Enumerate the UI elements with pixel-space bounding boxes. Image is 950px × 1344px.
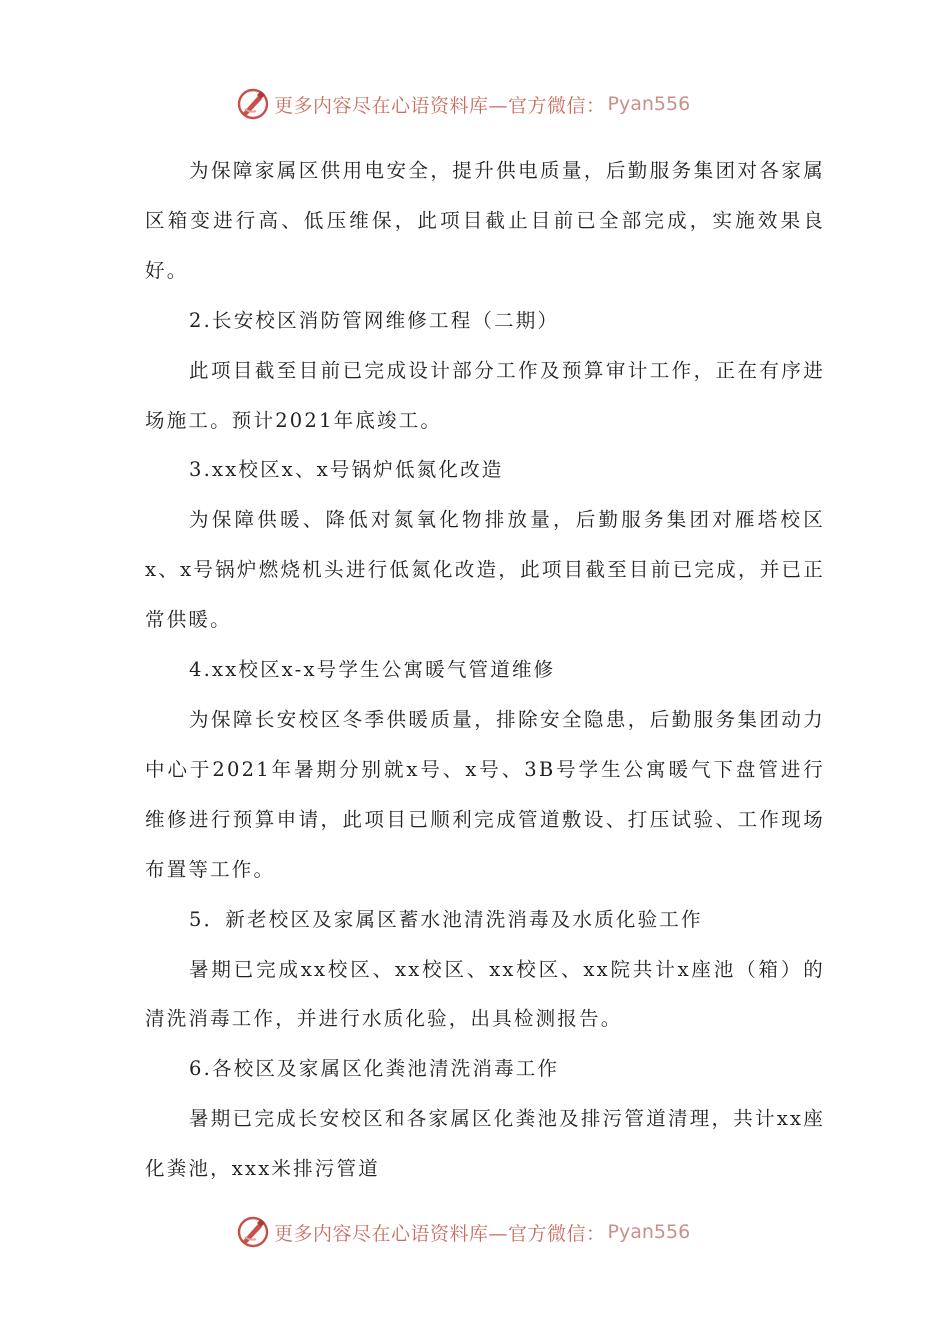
section-heading: 6.各校区及家属区化粪池清洗消毒工作 [189, 1057, 560, 1081]
watermark-banner-bottom [236, 1214, 690, 1250]
paragraph: 暑期已完成长安校区和各家属区化粪池及排污管道清理，共计xx座化粪池，xxx米排污管道 [145, 1107, 825, 1181]
paragraph: 为保障供暖、降低对氮氧化物排放量，后勤服务集团对雁塔校区x、x号锅炉燃烧机头进行低氮化改造，此项目截至目前已完成，并已正常供暖。 [145, 508, 825, 632]
paragraph: 为保障家属区供用电安全，提升供电质量，后勤服务集团对各家属区箱变进行高、低压维保，此项目截止目前已全部完成，实施效果良好。 [145, 159, 825, 282]
paragraph: 此项目截至目前已完成设计部分工作及预算审计工作，正在有序进场施工。预计2021年底竣工。 [145, 358, 825, 432]
pen-logo-icon [236, 87, 270, 121]
watermark-banner-top [236, 86, 690, 122]
section-heading: 5．新老校区及家属区蓄水池清洗消毒及水质化验工作 [189, 907, 703, 931]
banner-text: 更多内容尽在心语资料库—官方微信： [274, 94, 606, 117]
banner-wechat-id: Pyan556 [607, 1221, 691, 1243]
paragraph: 为保障长安校区冬季供暖质量，排除安全隐患，后勤服务集团动力中心于2021年暑期分别就x号、x号、3B号学生公寓暖气下盘管进行维修进行预算申请，此项目已顺利完成管道敷设、打压试验、工作现场布置等工作。 [145, 707, 825, 881]
paragraph: 暑期已完成xx校区、xx校区、xx校区、xx院共计x座池（箱）的清洗消毒工作，并进行水质化验，出具检测报告。 [145, 957, 825, 1031]
section-heading: 4.xx校区x-x号学生公寓暖气管道维修 [189, 658, 556, 682]
banner-text: 更多内容尽在心语资料库—官方微信： [274, 1222, 606, 1245]
pen-logo-icon [236, 1215, 270, 1249]
document-body [145, 146, 825, 1194]
section-heading: 3.xx校区x、x号锅炉低氮化改造 [189, 458, 504, 482]
section-heading: 2.长安校区消防管网维修工程（二期） [189, 308, 560, 332]
banner-wechat-id: Pyan556 [607, 93, 691, 115]
